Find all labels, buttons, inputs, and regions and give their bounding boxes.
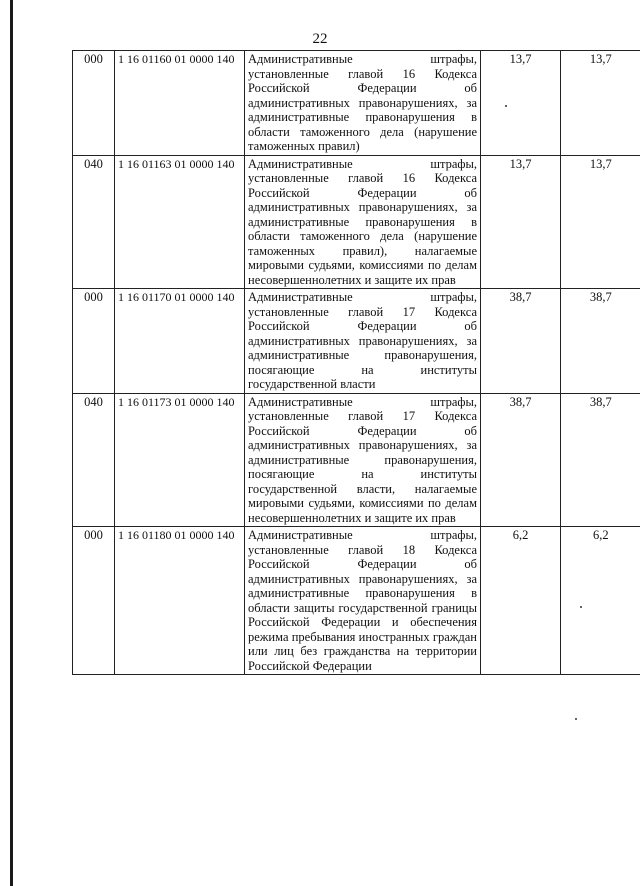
amount-cell-2: 6,2 [561,527,640,675]
budget-classification-table [72,50,640,675]
kbk-code-cell: 1 16 01170 01 0000 140 [115,289,245,394]
amount-cell-2: 13,7 [561,155,640,289]
description-cell: Административные штрафы, установленные главой 16 Кодекса Российской Федерации об административных правонарушениях, за административные правонарушения в области таможенного дела (нарушение таможенных правил), налагаемые мировыми судьями, комиссиями по делам несовершеннолетних и защите их прав [245,155,481,289]
admin-code-cell: 000 [73,289,115,394]
amount-cell-2: 38,7 [561,393,640,527]
description-cell: Административные штрафы, установленные главой 16 Кодекса Российской Федерации об административных правонарушениях, за административные правонарушения в области таможенного дела (нарушение таможенных правил) [245,51,481,156]
description-cell: Административные штрафы, установленные главой 17 Кодекса Российской Федерации об административных правонарушениях, за административные правонарушения, посягающие на институты государственной власти [245,289,481,394]
kbk-code-cell: 1 16 01160 01 0000 140 [115,51,245,156]
description-cell: Административные штрафы, установленные главой 18 Кодекса Российской Федерации об административных правонарушениях, за административные правонарушения в области защиты государственной границы Российской Федерации и обеспечения режима пребывания иностранных граждан или лиц без гражданства на территории Российской Федерации [245,527,481,675]
scan-speck [505,105,507,107]
scan-speck [575,718,577,720]
admin-code-cell: 000 [73,51,115,156]
table-row [73,527,640,675]
amount-cell-2: 38,7 [561,289,640,394]
table-row [73,155,640,289]
admin-code-cell: 040 [73,155,115,289]
description-cell: Административные штрафы, установленные главой 17 Кодекса Российской Федерации об административных правонарушениях, за административные правонарушения, посягающие на институты государственной власти, налагаемые мировыми судьями, комиссиями по делам несовершеннолетних и защите их прав [245,393,481,527]
kbk-code-cell: 1 16 01163 01 0000 140 [115,155,245,289]
amount-cell-1: 38,7 [481,393,561,527]
admin-code-cell: 040 [73,393,115,527]
amount-cell-1: 13,7 [481,155,561,289]
table-row [73,51,640,156]
admin-code-cell: 000 [73,527,115,675]
amount-cell-1: 13,7 [481,51,561,156]
page-number: 22 [312,31,328,47]
amount-cell-2: 13,7 [561,51,640,156]
binding-edge-line [10,0,13,886]
amount-cell-1: 38,7 [481,289,561,394]
scan-speck [580,606,582,608]
amount-cell-1: 6,2 [481,527,561,675]
table-row [73,289,640,394]
table-row [73,393,640,527]
kbk-code-cell: 1 16 01173 01 0000 140 [115,393,245,527]
kbk-code-cell: 1 16 01180 01 0000 140 [115,527,245,675]
